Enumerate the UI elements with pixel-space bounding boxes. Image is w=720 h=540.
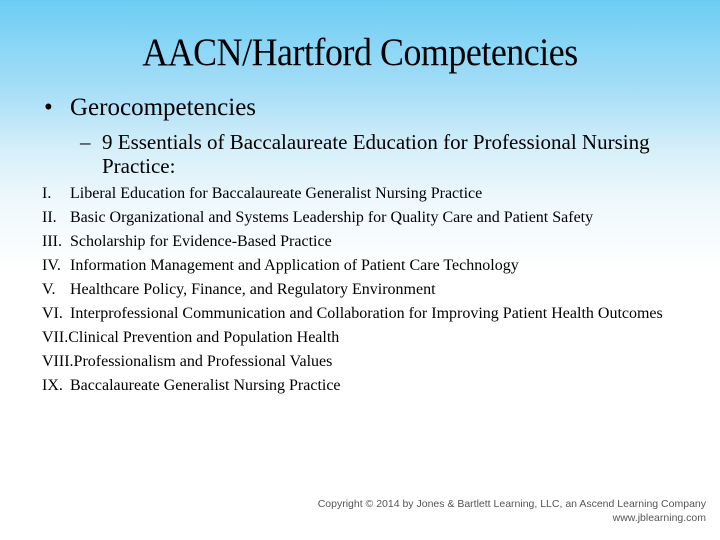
bullet-text: Gerocompetencies	[70, 94, 257, 121]
list-text: Healthcare Policy, Finance, and Regulatory Environment	[70, 281, 436, 298]
list-item	[42, 256, 682, 275]
list-text: Professionalism and Professional Values	[73, 353, 333, 370]
list-item	[42, 352, 682, 371]
list-item	[42, 328, 682, 347]
list-item	[42, 232, 682, 251]
list-text: Information Management and Application of Patient Care Technology	[70, 257, 519, 274]
list-text: Scholarship for Evidence-Based Practice	[70, 233, 332, 250]
list-item	[42, 184, 682, 203]
list-number: IV.	[42, 257, 61, 274]
bullet-icon: •	[44, 94, 53, 121]
list-number: VII.	[42, 329, 69, 346]
list-number: IX.	[42, 377, 63, 394]
list-item	[42, 280, 682, 299]
list-number: VIII.	[42, 353, 74, 370]
list-number: VI.	[42, 305, 63, 322]
list-text: Baccalaureate Generalist Nursing Practice	[70, 377, 341, 394]
bullet-gerocompetencies	[44, 94, 256, 122]
list-number: III.	[42, 233, 62, 250]
list-text: Clinical Prevention and Population Health	[68, 329, 340, 346]
sub-bullet-essentials	[80, 130, 700, 178]
copyright-notice	[318, 497, 706, 525]
sub-bullet-text: 9 Essentials of Baccalaureate Education for Professional Nursing Practice:	[102, 130, 650, 178]
list-text: Liberal Education for Baccalaureate Generalist Nursing Practice	[70, 185, 483, 202]
list-item	[42, 304, 682, 323]
list-number: I.	[42, 185, 52, 202]
list-text: Basic Organizational and Systems Leadership for Quality Care and Patient Safety	[70, 209, 594, 226]
essentials-list	[42, 184, 682, 400]
copyright-text: Copyright © 2014 by Jones & Bartlett Learning, LLC, an Ascend Learning Company	[317, 498, 706, 510]
dash-icon: –	[80, 130, 91, 154]
list-number: II.	[42, 209, 57, 226]
list-item	[42, 376, 682, 395]
list-item	[42, 208, 682, 227]
list-number: V.	[42, 281, 56, 298]
slide-title: AACN/Hartford Competencies	[142, 31, 578, 74]
list-text: Interprofessional Communication and Collaboration for Improving Patient Health Outcomes	[70, 305, 663, 322]
website-text: www.jblearning.com	[612, 512, 706, 524]
